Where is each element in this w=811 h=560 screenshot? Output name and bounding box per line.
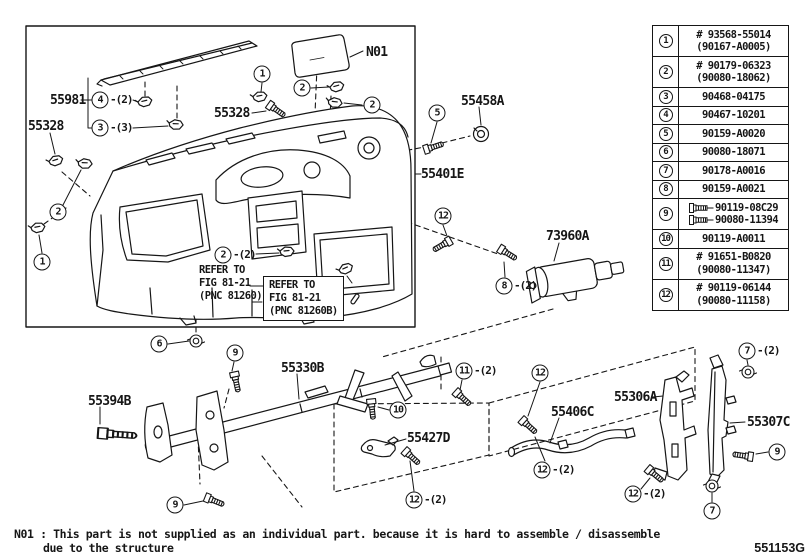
callout-number[interactable]: 2 xyxy=(215,247,232,264)
row-part-cell xyxy=(679,280,788,310)
row-index: 11 xyxy=(659,257,673,271)
part-number: 90468-04175 xyxy=(702,90,765,103)
table-row[interactable] xyxy=(653,248,788,279)
part-label-55427d[interactable]: 55427D xyxy=(407,431,450,446)
row-index: 3 xyxy=(659,90,673,104)
table-row[interactable] xyxy=(653,87,788,106)
callout-number[interactable]: 12 xyxy=(534,462,551,479)
part-number: 90119-A0011 xyxy=(702,232,765,245)
refer-note-line: REFER TO xyxy=(199,264,245,276)
figure-code: 551153G xyxy=(754,541,805,555)
footnote-line-1 xyxy=(14,527,660,541)
airbag-module-drawing xyxy=(526,252,627,307)
row-index: 1 xyxy=(659,34,673,48)
part-number: # 90119-06144 xyxy=(696,282,771,294)
refer-note-line: (PNC 81260) xyxy=(199,290,262,302)
row-index: 4 xyxy=(659,108,673,122)
part-number: (90080-18062) xyxy=(696,72,771,84)
callout-quantity: -(2) xyxy=(233,248,256,261)
part-label-55328[interactable]: 55328 xyxy=(214,106,250,121)
callout-number[interactable]: 7 xyxy=(739,343,756,360)
part-number: 90080-18071 xyxy=(702,146,765,158)
part-number: # 90179-06323 xyxy=(696,59,771,72)
callout-quantity: -(2) xyxy=(474,364,497,377)
refer-note-line: (PNC 81260B) xyxy=(269,305,338,317)
row-index: 10 xyxy=(659,232,673,246)
footnote-text-2: due to the structure xyxy=(43,541,174,555)
refer-note xyxy=(199,264,262,303)
part-label-55406c[interactable]: 55406C xyxy=(551,405,594,420)
table-row[interactable] xyxy=(653,180,788,199)
row-index: 9 xyxy=(659,207,673,221)
callout-quantity: -(2) xyxy=(757,344,780,357)
row-part-cell xyxy=(679,162,788,180)
table-row[interactable] xyxy=(653,124,788,143)
part-number: 90119-08C29 xyxy=(715,201,778,214)
part-number: (90167-A0005) xyxy=(696,41,771,53)
bolt-icon xyxy=(689,202,714,214)
callout-number[interactable]: 10 xyxy=(390,402,407,419)
bracket-55307C-drawing xyxy=(708,355,736,484)
callout-number[interactable]: 7 xyxy=(704,503,721,520)
callout-number[interactable]: 12 xyxy=(532,365,549,382)
refer-note-line: FIG 81-21 xyxy=(269,292,321,304)
row-part-cell xyxy=(679,88,788,106)
row-index: 7 xyxy=(659,164,673,178)
table-row[interactable] xyxy=(653,143,788,162)
part-number: 90467-10201 xyxy=(702,109,765,121)
part-number: 90178-A0016 xyxy=(702,164,765,177)
airbag-cover-drawing xyxy=(292,35,349,77)
callout-number[interactable]: 12 xyxy=(625,486,642,503)
callout-number[interactable]: 9 xyxy=(167,497,184,514)
part-number: (90080-11347) xyxy=(696,263,771,276)
row-part-cell xyxy=(679,199,788,229)
footnote-label: N01 xyxy=(14,527,34,541)
part-label-55458a[interactable]: 55458A xyxy=(461,94,504,109)
callout-quantity: -(2) xyxy=(552,463,575,476)
callout-quantity: -(2) xyxy=(514,279,537,292)
callout-number[interactable]: 12 xyxy=(435,208,452,225)
callout-number[interactable]: 5 xyxy=(429,105,446,122)
part-label-n01[interactable]: N01 xyxy=(366,45,388,60)
part-label-55307c[interactable]: 55307C xyxy=(747,415,790,430)
row-index: 8 xyxy=(659,182,673,196)
callout-number[interactable]: 2 xyxy=(364,97,381,114)
bolt-item xyxy=(689,214,778,227)
table-row[interactable] xyxy=(653,198,788,229)
callout-quantity: -(3) xyxy=(110,121,133,134)
part-label-73960a[interactable]: 73960A xyxy=(546,229,589,244)
row-part-cell xyxy=(679,57,788,87)
callout-number[interactable]: 2 xyxy=(50,204,67,221)
callout-number[interactable]: 1 xyxy=(34,254,51,271)
part-number: 90159-A0021 xyxy=(702,183,765,195)
callout-quantity: -(2) xyxy=(110,93,133,106)
footnote-line-2 xyxy=(43,541,173,555)
callout-number[interactable]: 4 xyxy=(92,92,109,109)
part-label-55394b[interactable]: 55394B xyxy=(88,394,131,409)
callout-number[interactable]: 8 xyxy=(496,278,513,295)
row-part-cell xyxy=(679,230,788,248)
row-index: 2 xyxy=(659,65,673,79)
grommet-55458A-drawing xyxy=(474,127,489,142)
callout-number[interactable]: 11 xyxy=(456,363,473,380)
part-number: # 91651-B0820 xyxy=(696,251,771,263)
table-row[interactable] xyxy=(653,26,788,56)
callout-quantity: -(2) xyxy=(424,493,447,506)
callout-number[interactable]: 2 xyxy=(294,80,311,97)
brace-55406C-drawing xyxy=(509,428,636,457)
refer-note-line: FIG 81-21 xyxy=(199,277,251,289)
bracket-55306A-drawing xyxy=(653,371,696,480)
bolt-icon xyxy=(689,214,714,226)
part-number: # 93568-55014 xyxy=(696,28,771,41)
table-row[interactable] xyxy=(653,161,788,180)
callout-quantity: -(2) xyxy=(643,487,666,500)
part-label-55328[interactable]: 55328 xyxy=(28,119,64,134)
footnote-separator: : xyxy=(33,527,54,541)
fastener-table xyxy=(652,25,789,311)
callout-number[interactable]: 12 xyxy=(406,492,423,509)
part-number: 90080-11394 xyxy=(715,214,778,226)
part-label-55401e[interactable]: 55401E xyxy=(421,167,464,182)
callout-number[interactable]: 9 xyxy=(227,345,244,362)
bolt-item xyxy=(689,202,778,215)
row-part-cell xyxy=(679,249,788,279)
table-row[interactable] xyxy=(653,106,788,125)
row-part-cell xyxy=(679,107,788,125)
row-index: 5 xyxy=(659,127,673,141)
refer-note xyxy=(263,276,344,321)
part-number: (90080-11158) xyxy=(696,294,771,307)
row-part-cell xyxy=(679,26,788,56)
callout-number[interactable]: 1 xyxy=(254,66,271,83)
table-row[interactable] xyxy=(653,229,788,248)
table-row[interactable] xyxy=(653,56,788,87)
table-row[interactable] xyxy=(653,279,788,310)
callout-number[interactable]: 9 xyxy=(769,444,786,461)
part-label-55306a[interactable]: 55306A xyxy=(614,390,657,405)
row-index: 12 xyxy=(659,288,673,302)
bracket-55427D-drawing xyxy=(361,437,398,457)
row-part-cell xyxy=(679,125,788,143)
row-part-cell xyxy=(679,144,788,162)
callout-number[interactable]: 6 xyxy=(151,336,168,353)
row-part-cell xyxy=(679,181,788,199)
part-number: 90159-A0020 xyxy=(702,127,765,140)
part-label-55330b[interactable]: 55330B xyxy=(281,361,324,376)
refer-note-line: REFER TO xyxy=(269,279,315,291)
footnote-text: This part is not supplied as an individual part. because it is hard to assemble / disassemble xyxy=(53,527,660,541)
windshield-moulding-drawing xyxy=(97,41,257,86)
callout-number[interactable]: 3 xyxy=(92,120,109,137)
row-index: 6 xyxy=(659,145,673,159)
part-label-55981[interactable]: 55981 xyxy=(50,93,86,108)
